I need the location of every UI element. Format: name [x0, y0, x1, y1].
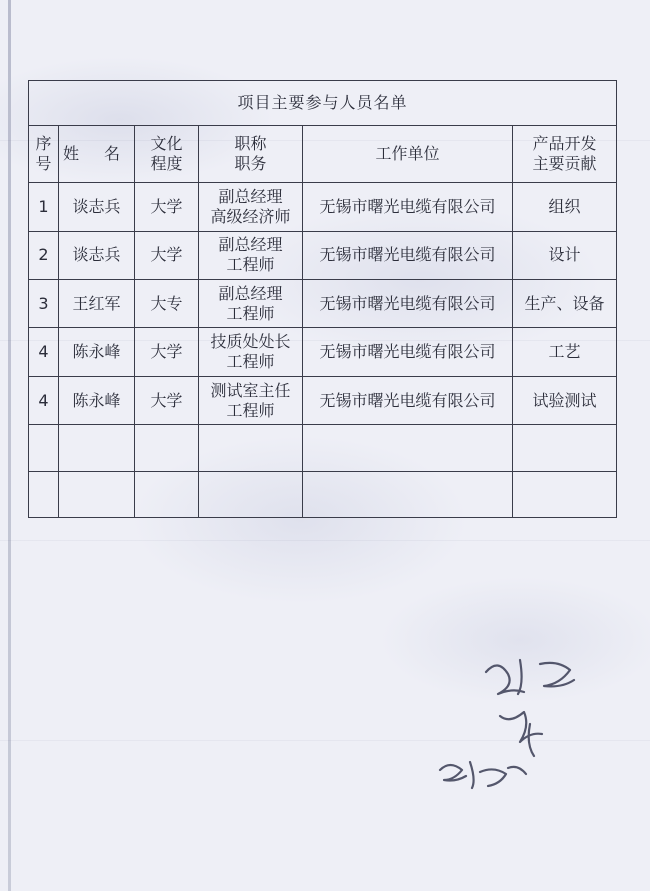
cell-education: 大学 [135, 376, 199, 424]
header-name: 姓 名 [59, 126, 135, 183]
cell-employer: 无锡市曙光电缆有限公司 [303, 376, 513, 424]
cell-position: 测试室主任 工程师 [199, 376, 303, 424]
cell-education: 大学 [135, 231, 199, 279]
header-position: 职称 职务 [199, 126, 303, 183]
cell-seq: 3 [29, 280, 59, 328]
cell-name: 陈永峰 [59, 376, 135, 424]
header-contribution: 产品开发 主要贡献 [513, 126, 617, 183]
cell-position: 副总经理 工程师 [199, 280, 303, 328]
cell-name: 王红军 [59, 280, 135, 328]
cell-position: 副总经理 工程师 [199, 231, 303, 279]
header-employer: 工作单位 [303, 126, 513, 183]
cell-position: 技质处处长 工程师 [199, 328, 303, 376]
cell-employer: 无锡市曙光电缆有限公司 [303, 280, 513, 328]
cell-education: 大学 [135, 328, 199, 376]
cell-employer: 无锡市曙光电缆有限公司 [303, 231, 513, 279]
cell-name: 谈志兵 [59, 183, 135, 231]
cell-name: 陈永峰 [59, 328, 135, 376]
cell-contribution: 生产、设备 [513, 280, 617, 328]
cell-education: 大学 [135, 183, 199, 231]
cell-seq: 1 [29, 183, 59, 231]
cell-name: 谈志兵 [59, 231, 135, 279]
table-title: 项目主要参与人员名单 [29, 81, 617, 126]
cell-seq: 2 [29, 231, 59, 279]
cell-position: 副总经理 高级经济师 [199, 183, 303, 231]
cell-seq: 4 [29, 328, 59, 376]
cell-seq: 4 [29, 376, 59, 424]
cell-employer: 无锡市曙光电缆有限公司 [303, 328, 513, 376]
cell-contribution: 试验测试 [513, 376, 617, 424]
header-seq: 序 号 [29, 126, 59, 183]
cell-contribution: 组织 [513, 183, 617, 231]
cell-education: 大专 [135, 280, 199, 328]
cell-employer: 无锡市曙光电缆有限公司 [303, 183, 513, 231]
header-education: 文化 程度 [135, 126, 199, 183]
cell-contribution: 设计 [513, 231, 617, 279]
cell-contribution: 工艺 [513, 328, 617, 376]
